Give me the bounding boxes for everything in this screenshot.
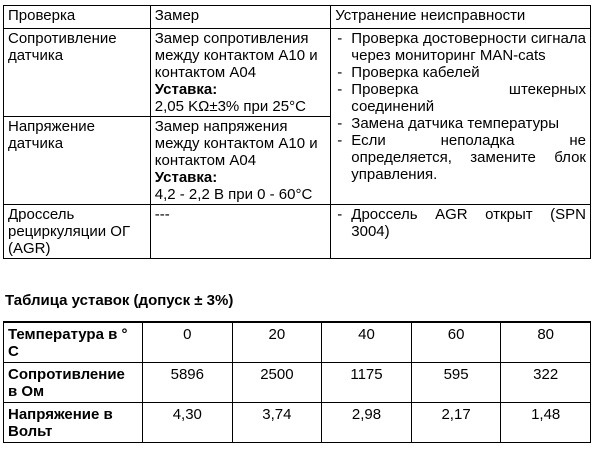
- header-measure: Замер: [150, 6, 331, 29]
- cell-fix: [331, 29, 591, 205]
- setpoint-row-resistance: [4, 363, 591, 403]
- value-cell: 2500: [232, 363, 322, 403]
- fix-list: [335, 206, 586, 240]
- measure-text: Замер напряжения между контактом А10 и контактом А04: [154, 118, 318, 169]
- fix-item: - Проверка достоверности сигнала через мониторинг MAN-cats: [335, 30, 586, 64]
- setpoint-label: Уставка:: [154, 81, 218, 98]
- row-label: Температура в ° С: [4, 322, 143, 363]
- diagnostic-header-row: [4, 6, 591, 29]
- value-cell: 80: [501, 322, 591, 363]
- check-label: Сопротивление датчика: [8, 30, 117, 64]
- diagnostic-row-resistance: [4, 29, 591, 117]
- diagnostic-table: [3, 5, 591, 259]
- row-label: Сопротивление в Ом: [4, 363, 143, 403]
- cell-check: [4, 205, 151, 259]
- header-check: Проверка: [4, 6, 151, 29]
- check-label: Дроссель рециркуляции ОГ (AGR): [8, 206, 131, 257]
- value-cell: 595: [411, 363, 501, 403]
- cell-check: [4, 29, 151, 117]
- fix-item: - Проверка штекерных соединений: [335, 81, 586, 115]
- row-label: Напряжение в Вольт: [4, 403, 143, 443]
- value-cell: 1,48: [501, 403, 591, 443]
- setpoint-label: Уставка:: [154, 169, 218, 186]
- value-cell: 60: [411, 322, 501, 363]
- value-cell: 3,74: [232, 403, 322, 443]
- cell-fix: [331, 205, 591, 259]
- fix-item: - Замена датчика температуры: [335, 115, 586, 132]
- header-fix: Устранение неисправности: [331, 6, 591, 29]
- measure-text: ---: [154, 206, 170, 223]
- setpoint-table-caption: Таблица уставок (допуск ± 3%): [5, 292, 234, 309]
- value-cell: 4,30: [143, 403, 233, 443]
- measure-text: Замер сопротивления между контактом А10 и контактом А04: [154, 30, 318, 81]
- setpoint-value: 4,2 - 2,2 В при 0 - 60°C: [154, 186, 313, 203]
- value-cell: 0: [143, 322, 233, 363]
- setpoint-table: [3, 321, 591, 443]
- setpoint-row-temperature: [4, 322, 591, 363]
- value-cell: 1175: [322, 363, 412, 403]
- cell-measure: [150, 117, 331, 205]
- value-cell: 5896: [143, 363, 233, 403]
- fix-item: - Дроссель AGR открыт (SPN 3004): [335, 206, 586, 240]
- value-cell: 2,98: [322, 403, 412, 443]
- value-cell: 322: [501, 363, 591, 403]
- fix-item: - Если неполадка не определяется, замените блок управления.: [335, 132, 586, 183]
- cell-measure: [150, 205, 331, 259]
- setpoint-value: 2,05 KΩ±3% при 25°C: [154, 98, 306, 115]
- diagnostic-row-agr: [4, 205, 591, 259]
- value-cell: 20: [232, 322, 322, 363]
- value-cell: 2,17: [411, 403, 501, 443]
- cell-check: [4, 117, 151, 205]
- fix-item: - Проверка кабелей: [335, 64, 586, 81]
- fix-list: [335, 30, 586, 183]
- value-cell: 40: [322, 322, 412, 363]
- check-label: Напряжение датчика: [8, 118, 95, 152]
- cell-measure: [150, 29, 331, 117]
- setpoint-row-voltage: [4, 403, 591, 443]
